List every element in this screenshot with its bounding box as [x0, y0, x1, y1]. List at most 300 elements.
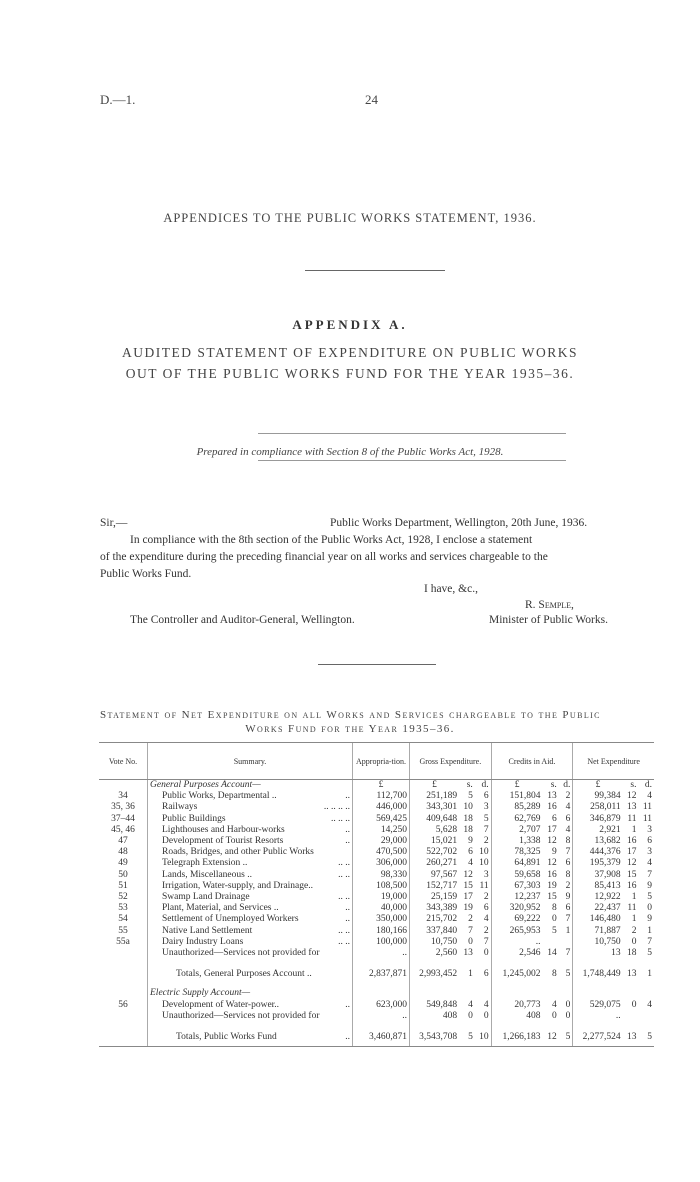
unit-shillings: s. [630, 780, 637, 790]
credits-shillings: 12 [547, 858, 557, 869]
gross-pounds: 10,750 [410, 937, 460, 948]
letter-body-line-2: of the expenditure during the preceding financial year on all works and services chargeable to the [100, 551, 548, 563]
leader-dots: .. .. [338, 858, 350, 869]
credits-pounds: 2,546 [491, 948, 542, 959]
vote-number: 51 [118, 880, 128, 891]
table-body [99, 780, 654, 1047]
table-row [99, 926, 654, 937]
blank-cell [475, 988, 491, 999]
gross-pounds: 215,702 [410, 914, 460, 925]
total-net-pounds: 1,748,449 [573, 967, 623, 980]
appropriation-value: 14,250 [353, 825, 410, 836]
letter-salutation: Sir,— [100, 517, 128, 529]
total-gross-pounds: 3,543,708 [410, 1030, 460, 1047]
vote-number [99, 948, 148, 959]
letter-addressee: The Controller and Auditor-General, Wellington. [130, 614, 355, 626]
gross-shillings: 12 [463, 869, 473, 880]
credits-pounds: .. [491, 937, 542, 948]
summary-cell [148, 881, 353, 892]
gross-pounds: 409,648 [410, 814, 460, 825]
appropriation-value: 180,166 [353, 926, 410, 937]
table-row [99, 870, 654, 881]
net-pence: 5 [647, 948, 652, 959]
unit-pound: £ [491, 780, 542, 792]
blank-cell [99, 980, 148, 988]
summary-cell [148, 892, 353, 903]
gross-pounds: 408 [410, 1011, 460, 1022]
summary-cell [148, 914, 353, 925]
total-gross-pounds: 2,993,452 [410, 967, 460, 980]
gross-pence: 0 [483, 948, 489, 959]
blank-cell [542, 988, 558, 999]
net-pence: 9 [647, 914, 652, 925]
total-credits-pence: 5 [565, 969, 571, 980]
appendix-heading: APPENDIX A. [292, 317, 408, 332]
gross-pounds: 522,702 [410, 847, 460, 858]
table-row [99, 1011, 654, 1022]
gross-pounds: 251,189 [410, 791, 460, 802]
blank-cell [573, 988, 623, 999]
gross-pence: 7 [483, 824, 489, 835]
net-pence: 5 [647, 892, 652, 903]
gross-shillings: 0 [468, 1010, 473, 1021]
gross-pence: 6 [483, 903, 489, 914]
unit-pound: £ [353, 780, 410, 792]
divider [258, 433, 566, 434]
summary-label: Telegraph Extension .. [162, 858, 248, 869]
gross-pence: 6 [483, 791, 489, 802]
blank-cell [491, 959, 542, 967]
net-pounds: 10,750 [573, 937, 623, 948]
blank-cell [475, 980, 491, 988]
summary-cell [148, 858, 353, 869]
leader-dots: .. [345, 914, 350, 925]
blank-cell [623, 1022, 639, 1030]
net-shillings: 12 [626, 858, 637, 869]
subtitle-line-1: AUDITED STATEMENT OF EXPENDITURE ON PUBLIC WORKS [122, 345, 578, 360]
summary-label: Unauthorized—Services not provided for [162, 948, 320, 959]
blank-cell [99, 967, 148, 980]
net-pence: 4 [647, 791, 652, 802]
gross-pence: 3 [483, 869, 489, 880]
net-pence: 11 [642, 802, 652, 813]
summary-label: Lands, Miscellaneous .. [162, 869, 252, 880]
unit-shillings: s. [550, 780, 557, 790]
table-row [99, 948, 654, 959]
credits-pence: 4 [565, 802, 571, 813]
net-shillings: 12 [626, 791, 637, 802]
col-header-vote: Vote No. [99, 743, 148, 780]
leader-dots: .. [345, 824, 350, 835]
page-number: 24 [365, 92, 378, 107]
credits-pence: 8 [565, 869, 571, 880]
section-heading-electric: Electric Supply Account— [148, 988, 353, 999]
blank-cell [353, 1022, 410, 1030]
credits-pounds: 320,952 [491, 903, 542, 914]
net-shillings: 15 [626, 869, 637, 880]
blank-cell [542, 959, 558, 967]
blank-cell [353, 988, 410, 999]
credits-shillings: 19 [547, 880, 557, 891]
col-header-credits: Credits in Aid. [491, 743, 573, 780]
credits-pence: 0 [565, 999, 571, 1010]
section-heading-general: General Purposes Account— [148, 780, 353, 792]
table-row [99, 814, 654, 825]
vote-number: 49 [118, 858, 128, 869]
net-shillings: 16 [626, 836, 637, 847]
gross-shillings: 13 [463, 948, 473, 959]
credits-pounds: 265,953 [491, 926, 542, 937]
vote-number: 53 [118, 903, 128, 914]
summary-cell [148, 870, 353, 881]
total-net-shillings: 13 [623, 1030, 639, 1047]
net-shillings: 16 [626, 880, 637, 891]
letter-signature: R. Semple, [525, 599, 574, 611]
summary-label: Public Works, Departmental .. [162, 791, 277, 802]
total-credits-pence: 5 [559, 1030, 573, 1047]
vote-number [99, 1011, 148, 1022]
credits-pence: 6 [565, 858, 571, 869]
gross-pounds: 2,560 [410, 948, 460, 959]
summary-label: Settlement of Unemployed Workers [162, 914, 299, 925]
net-pounds: 529,075 [573, 1000, 623, 1011]
gross-shillings: 6 [468, 847, 473, 858]
summary-label: Public Buildings [162, 813, 226, 824]
net-pence: 9 [647, 880, 652, 891]
blank-cell [99, 959, 148, 967]
blank-cell [148, 980, 353, 988]
summary-cell [148, 814, 353, 825]
credits-pounds: 85,289 [491, 802, 542, 813]
credits-shillings: 15 [547, 892, 557, 903]
vote-number: 47 [118, 836, 128, 847]
gross-pounds: 343,301 [410, 802, 460, 813]
credits-shillings: 16 [547, 869, 557, 880]
total-gross-pence: 10 [475, 1030, 491, 1047]
total-row-fund [99, 1030, 654, 1047]
gross-pence: 0 [483, 1010, 489, 1021]
total-label: Totals, Public Works Fund [176, 1032, 277, 1043]
gross-pence: 4 [483, 999, 489, 1010]
blank-cell [459, 1022, 475, 1030]
col-header-gross: Gross Expenditure. [410, 743, 492, 780]
units-row [99, 780, 654, 792]
net-shillings: 11 [627, 813, 637, 824]
table-row [99, 825, 654, 836]
letter-closing: I have, &c., [424, 583, 478, 595]
table-row [99, 802, 654, 813]
credits-pence: 7 [565, 948, 571, 959]
gross-pounds: 15,021 [410, 836, 460, 847]
blank-cell [410, 1022, 460, 1030]
appropriation-value: 108,500 [353, 881, 410, 892]
gross-pence: 3 [483, 802, 489, 813]
leader-dots: .. .. .. [331, 813, 350, 824]
total-gross-shillings: 1 [468, 969, 473, 980]
summary-cell [148, 1011, 353, 1022]
table-row [99, 903, 654, 914]
credits-shillings: 16 [547, 802, 557, 813]
blank-cell [353, 959, 410, 967]
table-row [99, 914, 654, 925]
appropriation-value: 569,425 [353, 814, 410, 825]
total-appropriation: 2,837,871 [353, 967, 410, 980]
total-net-pence: 5 [638, 1030, 654, 1047]
letter-body-line-3: Public Works Fund. [100, 568, 192, 580]
credits-pence: 2 [565, 791, 571, 802]
net-pence: 1 [647, 925, 652, 936]
net-pounds: 258,011 [573, 802, 623, 813]
credits-pounds: 151,804 [491, 791, 542, 802]
table-row [99, 836, 654, 847]
net-shillings: 11 [627, 903, 637, 914]
credits-pounds: 12,237 [491, 892, 542, 903]
leader-dots: .. [345, 791, 350, 802]
unit-pence: d. [481, 780, 489, 790]
credits-pounds: 2,707 [491, 825, 542, 836]
vote-number: 54 [118, 914, 128, 925]
gross-pence: 5 [483, 813, 489, 824]
letter-body-line-1: In compliance with the 8th section of the Public Works Act, 1928, I enclose a statement [130, 534, 533, 546]
net-shillings: 13 [626, 802, 637, 813]
blank-cell [491, 1022, 542, 1030]
gross-shillings: 2 [468, 914, 473, 925]
credits-shillings: 6 [552, 813, 557, 824]
gross-pounds: 337,840 [410, 926, 460, 937]
summary-label: Swamp Land Drainage [162, 892, 250, 903]
vote-number: 34 [118, 791, 128, 802]
credits-shillings: 12 [547, 836, 557, 847]
net-pence: 11 [642, 813, 652, 824]
appropriation-value: .. [353, 948, 410, 959]
divider [318, 664, 436, 665]
net-shillings [623, 1011, 639, 1022]
vote-number: 45, 46 [111, 824, 135, 835]
summary-cell [148, 1000, 353, 1011]
blank-cell [638, 1022, 654, 1030]
credits-pence: 2 [565, 880, 571, 891]
summary-label: Dairy Industry Loans [162, 936, 244, 947]
summary-cell [148, 903, 353, 914]
letter-signatory-title: Minister of Public Works. [489, 614, 608, 626]
summary-label: Plant, Material, and Services .. [162, 903, 279, 914]
gross-pounds: 5,628 [410, 825, 460, 836]
gross-pence: 2 [483, 836, 489, 847]
leader-dots: .. .. [338, 925, 350, 936]
spacer-row [99, 980, 654, 988]
credits-pence: 7 [565, 914, 571, 925]
total-label-cell [148, 967, 353, 980]
total-appropriation: 3,460,871 [353, 1030, 410, 1047]
leader-dots: .. [345, 1032, 350, 1043]
divider [258, 460, 566, 461]
net-shillings: 0 [631, 936, 637, 947]
appropriation-value: 112,700 [353, 791, 410, 802]
blank-cell [475, 959, 491, 967]
net-pounds: 99,384 [573, 791, 623, 802]
blank-cell [623, 980, 639, 988]
appropriation-value: 100,000 [353, 937, 410, 948]
net-pence: 0 [647, 903, 652, 914]
blank-cell [99, 1022, 148, 1030]
blank-cell [573, 1022, 623, 1030]
vote-number: 55 [118, 925, 128, 936]
blank-cell [542, 980, 558, 988]
summary-label: Irrigation, Water-supply, and Drainage.. [162, 880, 313, 891]
net-pounds: 195,379 [573, 858, 623, 869]
blank-cell [638, 959, 654, 967]
table-row [99, 937, 654, 948]
total-gross-pence: 6 [483, 969, 489, 980]
net-shillings: 0 [631, 999, 637, 1010]
credits-pence: 6 [565, 813, 571, 824]
blank-cell [623, 988, 639, 999]
net-pounds: 13,682 [573, 836, 623, 847]
appropriation-value: 350,000 [353, 914, 410, 925]
gross-shillings: 5 [468, 791, 473, 802]
credits-pence: 9 [565, 892, 571, 903]
credits-shillings: 13 [547, 791, 557, 802]
credits-shillings [542, 937, 558, 948]
total-row-general [99, 967, 654, 980]
expenditure-table [99, 742, 654, 1047]
blank-cell [559, 988, 573, 999]
leader-dots: .. [345, 903, 350, 914]
appropriation-value: 446,000 [353, 802, 410, 813]
statement-title-line-2: Works Fund for the Year 1935–36. [245, 723, 455, 735]
subtitle-line-2: OUT OF THE PUBLIC WORKS FUND FOR THE YEAR 1935–36. [125, 366, 575, 381]
net-pence: 4 [647, 858, 652, 869]
net-pence: 6 [647, 836, 652, 847]
spacer-row [99, 959, 654, 967]
summary-cell [148, 791, 353, 802]
credits-pounds: 69,222 [491, 914, 542, 925]
table-row [99, 791, 654, 802]
gross-shillings: 4 [468, 999, 473, 1010]
gross-pence: 7 [483, 936, 489, 947]
net-shillings: 1 [631, 892, 637, 903]
blank-cell [99, 988, 148, 999]
table-row [99, 1000, 654, 1011]
blank-cell [638, 988, 654, 999]
leader-dots: .. [345, 999, 350, 1010]
leader-dots: .. .. [338, 892, 350, 903]
blank-cell [491, 980, 542, 988]
blank-cell [573, 959, 623, 967]
col-header-net: Net Expenditure [573, 743, 654, 780]
credits-shillings: 8 [552, 903, 557, 914]
blank-cell [410, 959, 460, 967]
statement-title-line-1: Statement of Net Expenditure on all Works and Services chargeable to the Public [100, 709, 601, 721]
credits-pence: 8 [565, 836, 571, 847]
blank-cell [99, 780, 148, 792]
total-credits-pounds: 1,266,183 [491, 1030, 542, 1047]
prepared-note: Prepared in compliance with Section 8 of the Public Works Act, 1928. [196, 446, 504, 458]
gross-shillings: 9 [468, 836, 473, 847]
net-pounds: 146,480 [573, 914, 623, 925]
credits-pence: 4 [565, 824, 571, 835]
blank-cell [99, 1030, 148, 1047]
total-gross-shillings: 5 [459, 1030, 475, 1047]
leader-dots: .. .. .. .. [323, 802, 350, 813]
summary-label: Lighthouses and Harbour-works [162, 824, 285, 835]
credits-shillings: 5 [552, 925, 557, 936]
gross-pounds: 25,159 [410, 892, 460, 903]
leader-dots: .. .. [338, 936, 350, 947]
summary-label: Roads, Bridges, and other Public Works [162, 847, 314, 858]
net-shillings: 2 [631, 925, 637, 936]
unit-pence: d. [563, 780, 571, 790]
credits-pence [559, 937, 573, 948]
gross-shillings: 4 [468, 858, 473, 869]
table-header-row [99, 743, 654, 780]
credits-pounds: 67,303 [491, 881, 542, 892]
blank-cell [559, 1022, 573, 1030]
total-net-shillings: 13 [626, 969, 637, 980]
net-pence: 7 [647, 936, 652, 947]
credits-pounds: 78,325 [491, 847, 542, 858]
gross-shillings: 18 [463, 813, 473, 824]
appropriation-value: 19,000 [353, 892, 410, 903]
gross-pounds: 549,848 [410, 1000, 460, 1011]
vote-number: 37–44 [111, 813, 135, 824]
unit-pound: £ [573, 780, 623, 792]
gross-shillings: 10 [463, 802, 473, 813]
unit-pound: £ [410, 780, 460, 792]
credits-shillings: 0 [552, 914, 557, 925]
col-header-summary: Summary. [148, 743, 353, 780]
appropriation-value: 306,000 [353, 858, 410, 869]
summary-label: Railways [162, 802, 198, 813]
gross-shillings: 18 [463, 824, 473, 835]
net-pounds: 85,413 [573, 881, 623, 892]
spacer-row [99, 1022, 654, 1030]
net-pence: 3 [647, 847, 652, 858]
gross-shillings: 17 [463, 892, 473, 903]
unit-pence: d. [644, 780, 652, 790]
blank-cell [410, 980, 460, 988]
credits-shillings: 14 [547, 948, 557, 959]
letter-address: Public Works Department, Wellington, 20th June, 1936. [330, 517, 588, 529]
blank-cell [475, 1022, 491, 1030]
table-row [99, 858, 654, 869]
col-header-appropriation: Appropria-tion. [353, 743, 410, 780]
summary-cell [148, 825, 353, 836]
credits-pounds: 1,338 [491, 836, 542, 847]
net-pence: 7 [647, 869, 652, 880]
total-net-pounds: 2,277,524 [573, 1030, 623, 1047]
net-pounds: 346,879 [573, 814, 623, 825]
vote-number: 56 [118, 999, 128, 1010]
net-shillings: 17 [626, 847, 637, 858]
credits-pounds: 62,769 [491, 814, 542, 825]
credits-pence: 1 [565, 925, 571, 936]
net-pounds: .. [573, 1011, 623, 1022]
net-shillings: 1 [631, 824, 637, 835]
appropriation-value: .. [353, 1011, 410, 1022]
gross-pence: 10 [479, 858, 489, 869]
blank-cell [638, 980, 654, 988]
gross-pence: 10 [479, 847, 489, 858]
net-pence: 4 [647, 999, 652, 1010]
unit-shillings: s. [466, 780, 473, 790]
blank-cell [459, 959, 475, 967]
gross-pence: 4 [483, 914, 489, 925]
vote-number: 55a [116, 936, 130, 947]
table-row [99, 881, 654, 892]
credits-shillings: 0 [552, 1010, 557, 1021]
net-pence: 3 [647, 824, 652, 835]
